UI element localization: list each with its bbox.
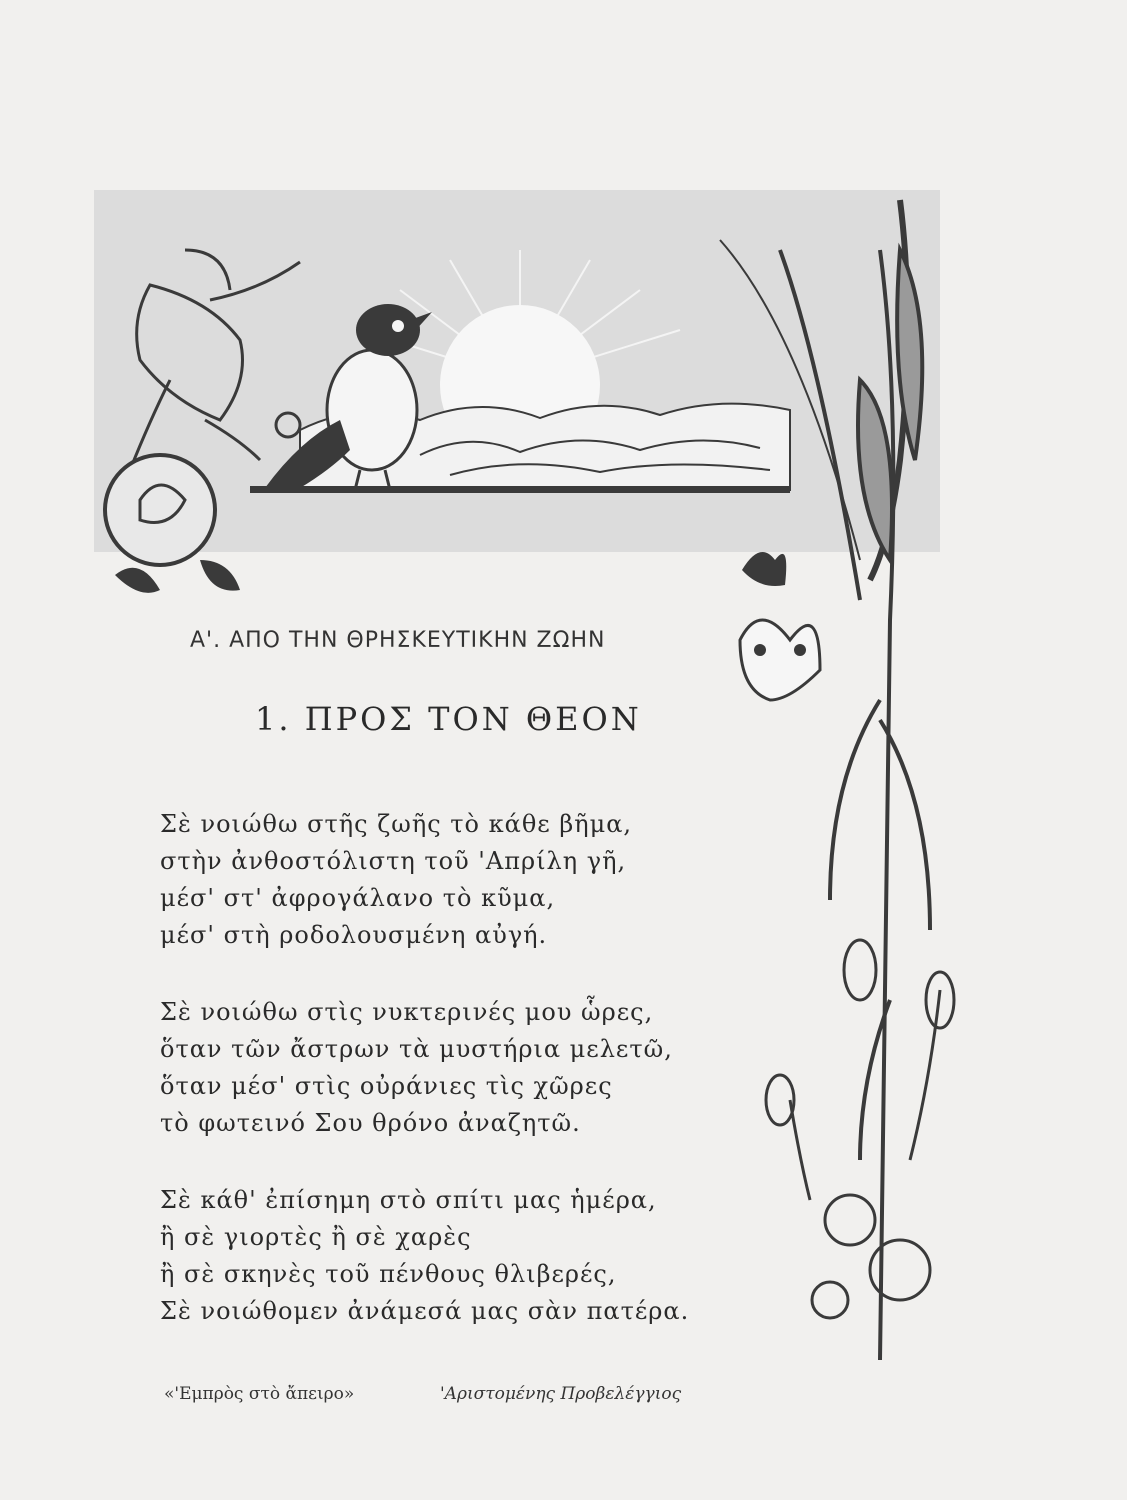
small-butterfly-icon xyxy=(742,552,786,586)
poem-line: μέσ' στ' ἀφρογάλανο τὸ κῦμα, xyxy=(160,884,556,912)
poem-line: Σὲ νοιώθω στῆς ζωῆς τὸ κάθε βῆμα, xyxy=(160,810,633,838)
poem-title: 1. ΠΡΟΣ ΤΟΝ ΘΕΟΝ xyxy=(255,700,642,738)
section-heading: Α'. ΑΠΟ ΤΗΝ ΘΡΗΣΚΕΥΤΙΚΗΝ ΖΩΗΝ xyxy=(190,628,606,653)
poem-line: ἢ σὲ γιορτὲς ἢ σὲ χαρὲς xyxy=(160,1223,472,1251)
poem-line: Σὲ κάθ' ἐπίσημη στὸ σπίτι μας ἡμέρα, xyxy=(160,1186,657,1214)
poem-line: στὴν ἀνθοστόλιστη τοῦ 'Απρίλη γῆ, xyxy=(160,847,627,875)
butterfly-icon xyxy=(740,620,820,700)
ledge-bar xyxy=(250,486,790,493)
poem-line: μέσ' στὴ ροδολουσμένη αὐγή. xyxy=(160,921,548,949)
stanza-1 xyxy=(160,806,780,954)
stanza-2 xyxy=(160,994,780,1142)
poem-line: ὅταν μέσ' στὶς οὐράνιες τὶς χῶρες xyxy=(160,1072,613,1100)
author-name: 'Αριστομένης Προβελέγγιος xyxy=(440,1384,682,1404)
poem-line: τὸ φωτεινό Σου θρόνο ἀναζητῶ. xyxy=(160,1109,581,1137)
poem-line: ὅταν τῶν ἄστρων τὰ μυστήρια μελετῶ, xyxy=(160,1035,673,1063)
poem-body xyxy=(160,806,780,1370)
stanza-3 xyxy=(160,1182,780,1330)
poem-line: ἢ σὲ σκηνὲς τοῦ πένθους θλιβερές, xyxy=(160,1260,617,1288)
poem-line: Σὲ νοιώθομεν ἀνάμεσά μας σὰν πατέρα. xyxy=(160,1297,690,1325)
poem-line: Σὲ νοιώθω στὶς νυκτερινές μου ὧρες, xyxy=(160,998,654,1026)
source-title: «'Εμπρὸς στὸ ἄπειρο» xyxy=(164,1384,355,1404)
